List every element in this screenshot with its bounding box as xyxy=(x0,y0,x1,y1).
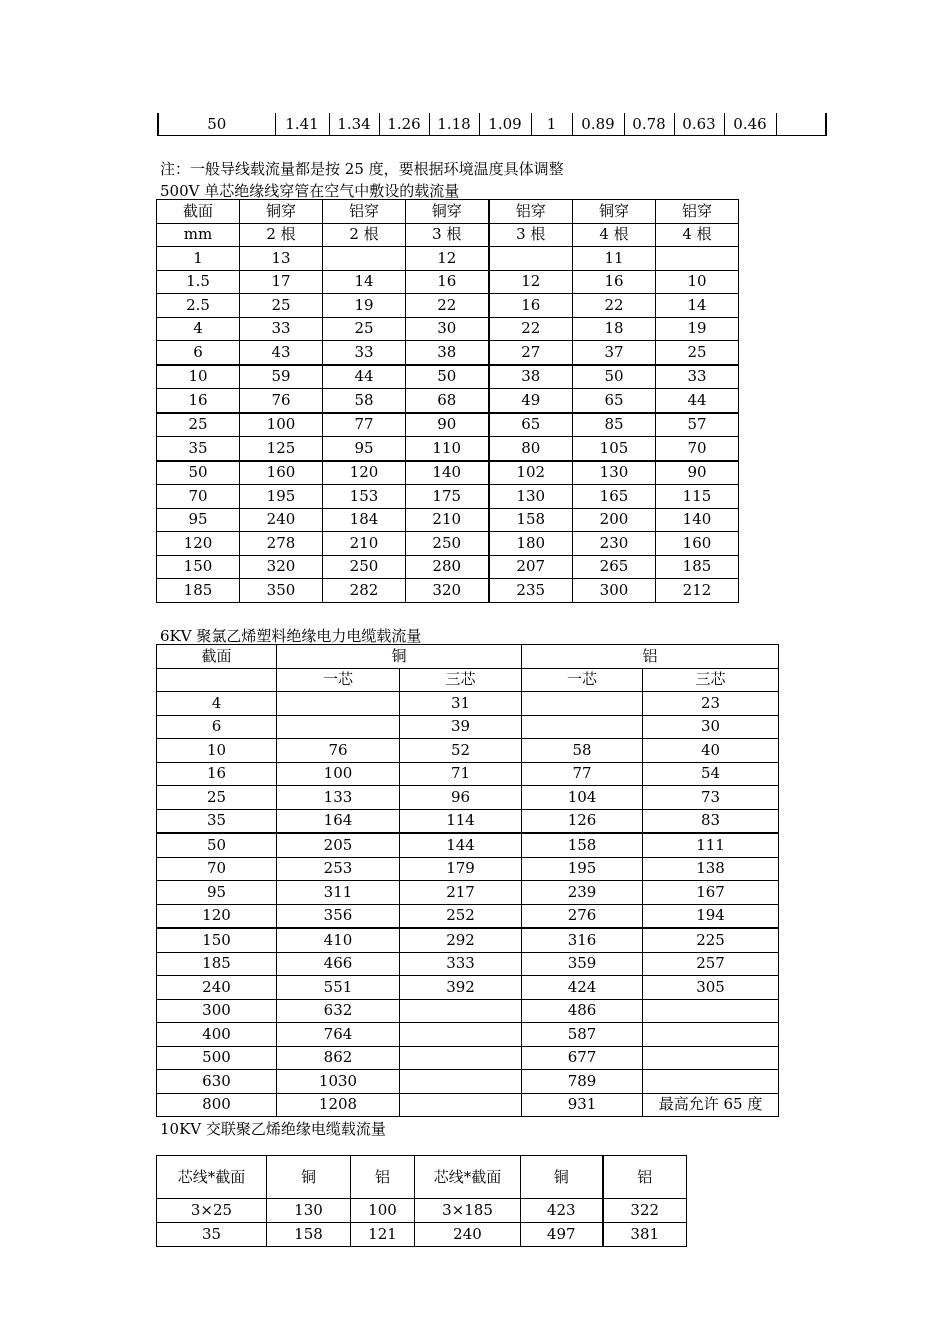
table-cell: 486 xyxy=(522,999,643,1023)
table-cell: 76 xyxy=(240,389,323,413)
table-cell: 252 xyxy=(400,904,522,928)
table-cell: 356 xyxy=(277,904,400,928)
table-cell: 1.18 xyxy=(429,113,479,136)
table-cell: 292 xyxy=(400,928,522,952)
table-cell: 105 xyxy=(573,437,656,461)
table-cell: 38 xyxy=(489,365,573,389)
table-cell: 最高允许 65 度 xyxy=(643,1093,779,1117)
table-row xyxy=(157,223,739,247)
table-cell: 195 xyxy=(240,485,323,509)
table-cell: 381 xyxy=(603,1223,687,1247)
table-cell: 253 xyxy=(277,857,400,881)
table-cell: 100 xyxy=(240,413,323,437)
table-row xyxy=(157,508,739,532)
table2-title: 6KV 聚氯乙烯塑料绝缘电力电缆载流量 xyxy=(160,627,422,645)
table-cell: 65 xyxy=(573,389,656,413)
table-cell: 芯线*截面 xyxy=(157,1156,267,1199)
table-row xyxy=(157,461,739,485)
table-cell xyxy=(400,1023,522,1047)
table-cell: 39 xyxy=(400,715,522,739)
table-row xyxy=(157,413,739,437)
table-cell: 212 xyxy=(656,579,739,603)
table-cell: 30 xyxy=(643,715,779,739)
table-cell: 144 xyxy=(400,833,522,857)
table-cell: 铝穿 xyxy=(656,200,739,224)
table-cell: 58 xyxy=(323,389,406,413)
table-cell: 铜 xyxy=(277,645,522,669)
table-cell: 1.09 xyxy=(479,113,531,136)
table-cell: 12 xyxy=(406,247,489,271)
table-cell: 1.5 xyxy=(157,270,240,294)
table-cell: 13 xyxy=(240,247,323,271)
table-cell: 100 xyxy=(351,1199,415,1223)
table-cell: 铝穿 xyxy=(323,200,406,224)
table-row xyxy=(157,1156,687,1199)
table-cell: 27 xyxy=(489,341,573,365)
table-cell: 68 xyxy=(406,389,489,413)
table-cell: 40 xyxy=(643,739,779,763)
table-cell: 120 xyxy=(323,461,406,485)
table-6kv xyxy=(156,644,779,1117)
table-cell: 44 xyxy=(323,365,406,389)
table-cell: 207 xyxy=(489,555,573,579)
table-cell: 22 xyxy=(573,294,656,318)
table-cell xyxy=(277,715,400,739)
table-cell: 2 根 xyxy=(323,223,406,247)
table-cell: 194 xyxy=(643,904,779,928)
table-row xyxy=(157,739,779,763)
table-cell: 789 xyxy=(522,1070,643,1094)
table-cell xyxy=(489,247,573,271)
table-cell: 85 xyxy=(573,413,656,437)
table-cell: 截面 xyxy=(157,200,240,224)
table-cell: 180 xyxy=(489,532,573,556)
table-cell: 500 xyxy=(157,1046,277,1070)
table-cell: 铜穿 xyxy=(240,200,323,224)
table-cell: 153 xyxy=(323,485,406,509)
table-cell: 4 xyxy=(157,317,240,341)
table-cell: 257 xyxy=(643,952,779,976)
table-row xyxy=(157,1046,779,1070)
table-cell: 16 xyxy=(573,270,656,294)
table-cell: 22 xyxy=(406,294,489,318)
table-cell: 250 xyxy=(406,532,489,556)
table-row xyxy=(157,715,779,739)
table-cell: 43 xyxy=(240,341,323,365)
table-cell: 31 xyxy=(400,692,522,716)
table-cell: 800 xyxy=(157,1093,277,1117)
table-cell: 165 xyxy=(573,485,656,509)
table-cell: 25 xyxy=(157,413,240,437)
table-cell: 6 xyxy=(157,341,240,365)
table-cell: 16 xyxy=(157,389,240,413)
table-cell: 0.63 xyxy=(674,113,724,136)
table-cell: 96 xyxy=(400,786,522,810)
table-cell: 3×185 xyxy=(415,1199,521,1223)
table-cell: 16 xyxy=(489,294,573,318)
table-cell: 一芯 xyxy=(277,668,400,692)
table3-title: 10KV 交联聚乙烯绝缘电缆载流量 xyxy=(160,1120,386,1138)
top-partial-table xyxy=(157,113,827,136)
table-cell: 70 xyxy=(656,437,739,461)
table-cell: 3 根 xyxy=(489,223,573,247)
table-cell: 50 xyxy=(573,365,656,389)
table-row xyxy=(157,881,779,905)
table-cell: 83 xyxy=(643,809,779,833)
table-cell xyxy=(522,715,643,739)
table-cell: 95 xyxy=(157,508,240,532)
table-cell: 150 xyxy=(157,555,240,579)
table-cell: 160 xyxy=(240,461,323,485)
table-cell: 1 xyxy=(531,113,572,136)
table-cell: 19 xyxy=(656,317,739,341)
table-cell: 38 xyxy=(406,341,489,365)
table-cell: 104 xyxy=(522,786,643,810)
table-row xyxy=(157,200,739,224)
table-row xyxy=(157,365,739,389)
table-cell: 115 xyxy=(656,485,739,509)
table-cell: 37 xyxy=(573,341,656,365)
table-cell: 110 xyxy=(406,437,489,461)
table-cell: 1 xyxy=(157,247,240,271)
table-cell xyxy=(643,1070,779,1094)
table-cell: 16 xyxy=(157,762,277,786)
table-cell: 120 xyxy=(157,904,277,928)
table-cell: 126 xyxy=(522,809,643,833)
table-cell: 23 xyxy=(643,692,779,716)
table-cell: 44 xyxy=(656,389,739,413)
table-cell: 35 xyxy=(157,437,240,461)
table-cell: 240 xyxy=(157,976,277,1000)
table-cell: 278 xyxy=(240,532,323,556)
table-cell: 164 xyxy=(277,809,400,833)
table-cell: 316 xyxy=(522,928,643,952)
table-cell: 50 xyxy=(158,113,275,136)
table-cell: 80 xyxy=(489,437,573,461)
table-row xyxy=(157,999,779,1023)
table-cell: 320 xyxy=(406,579,489,603)
table-cell xyxy=(643,1023,779,1047)
table-cell: 282 xyxy=(323,579,406,603)
table-row xyxy=(157,270,739,294)
table-cell: 150 xyxy=(157,928,277,952)
table-cell: 4 根 xyxy=(656,223,739,247)
table-row xyxy=(157,294,739,318)
table-cell xyxy=(400,1093,522,1117)
table-cell: 三芯 xyxy=(400,668,522,692)
table-cell xyxy=(157,668,277,692)
table-cell: 185 xyxy=(656,555,739,579)
table1-title: 500V 单芯绝缘线穿管在空气中敷设的载流量 xyxy=(160,182,460,200)
table-cell: 10 xyxy=(656,270,739,294)
table-cell: 76 xyxy=(277,739,400,763)
table-cell: 200 xyxy=(573,508,656,532)
table-cell: 160 xyxy=(656,532,739,556)
table-cell: 350 xyxy=(240,579,323,603)
table-cell: 73 xyxy=(643,786,779,810)
table-cell: 240 xyxy=(415,1223,521,1247)
table-cell: 311 xyxy=(277,881,400,905)
table-row xyxy=(157,809,779,833)
table-cell: 22 xyxy=(489,317,573,341)
table-cell: 0.89 xyxy=(572,113,624,136)
table-cell: 49 xyxy=(489,389,573,413)
table-cell: 423 xyxy=(521,1199,603,1223)
table-cell: 2 根 xyxy=(240,223,323,247)
table-row xyxy=(157,437,739,461)
table-cell: 71 xyxy=(400,762,522,786)
table-cell xyxy=(776,113,826,136)
table-row xyxy=(157,1199,687,1223)
table-cell: 52 xyxy=(400,739,522,763)
table-cell xyxy=(656,247,739,271)
table-cell: 1.34 xyxy=(329,113,379,136)
table-cell: 931 xyxy=(522,1093,643,1117)
table-cell: 120 xyxy=(157,532,240,556)
table-cell: 3×25 xyxy=(157,1199,267,1223)
table-cell: 400 xyxy=(157,1023,277,1047)
table-cell: 33 xyxy=(656,365,739,389)
table-cell: 芯线*截面 xyxy=(415,1156,521,1199)
table-cell: 587 xyxy=(522,1023,643,1047)
table-cell xyxy=(323,247,406,271)
table-cell: 240 xyxy=(240,508,323,532)
table-cell: 25 xyxy=(157,786,277,810)
table-row xyxy=(157,928,779,952)
table-cell: 466 xyxy=(277,952,400,976)
table-cell xyxy=(400,999,522,1023)
table-cell: 121 xyxy=(351,1223,415,1247)
table-cell: 333 xyxy=(400,952,522,976)
table-cell: 铝 xyxy=(603,1156,687,1199)
table-cell: 50 xyxy=(406,365,489,389)
table-cell: 19 xyxy=(323,294,406,318)
table-row xyxy=(157,532,739,556)
table-cell: 95 xyxy=(323,437,406,461)
table-row xyxy=(157,1093,779,1117)
table-cell: 0.46 xyxy=(724,113,776,136)
table-cell: 90 xyxy=(656,461,739,485)
table-cell xyxy=(277,692,400,716)
table-cell: 77 xyxy=(522,762,643,786)
table-cell xyxy=(522,692,643,716)
table-cell: 175 xyxy=(406,485,489,509)
table-cell: 1208 xyxy=(277,1093,400,1117)
table-cell: 铝穿 xyxy=(489,200,573,224)
table-cell xyxy=(400,1070,522,1094)
table-cell: 6 xyxy=(157,715,277,739)
table-cell: 392 xyxy=(400,976,522,1000)
table-cell: 3 根 xyxy=(406,223,489,247)
table-row xyxy=(157,762,779,786)
table-cell: 0.78 xyxy=(624,113,674,136)
table-cell: 158 xyxy=(522,833,643,857)
table-cell: 359 xyxy=(522,952,643,976)
table-cell: 铝 xyxy=(351,1156,415,1199)
table-cell: 铜 xyxy=(267,1156,351,1199)
table-cell: 185 xyxy=(157,579,240,603)
table-cell: 677 xyxy=(522,1046,643,1070)
table-cell: 140 xyxy=(406,461,489,485)
table-cell: 130 xyxy=(489,485,573,509)
table-cell: 1030 xyxy=(277,1070,400,1094)
table-cell: 551 xyxy=(277,976,400,1000)
note-text: 注：一般导线载流量都是按 25 度，要根据环境温度具体调整 xyxy=(160,160,564,178)
table-500v xyxy=(156,199,739,603)
table-row xyxy=(157,668,779,692)
table-cell: 90 xyxy=(406,413,489,437)
table-cell: 65 xyxy=(489,413,573,437)
table-cell: 239 xyxy=(522,881,643,905)
table-row xyxy=(158,113,826,136)
table-cell: 54 xyxy=(643,762,779,786)
table-cell: 100 xyxy=(277,762,400,786)
table-cell: 33 xyxy=(240,317,323,341)
table-cell xyxy=(643,999,779,1023)
table-cell: 276 xyxy=(522,904,643,928)
table-cell: 630 xyxy=(157,1070,277,1094)
table-cell: 167 xyxy=(643,881,779,905)
table-cell: 三芯 xyxy=(643,668,779,692)
table-cell: 179 xyxy=(400,857,522,881)
table-cell: 4 根 xyxy=(573,223,656,247)
table-cell: 250 xyxy=(323,555,406,579)
table-cell: 12 xyxy=(489,270,573,294)
table-cell: 77 xyxy=(323,413,406,437)
table-cell: 140 xyxy=(656,508,739,532)
table-cell: 280 xyxy=(406,555,489,579)
table-cell: 130 xyxy=(573,461,656,485)
table-cell: 185 xyxy=(157,952,277,976)
table-cell: 111 xyxy=(643,833,779,857)
table-row xyxy=(157,341,739,365)
table-cell: 10 xyxy=(157,739,277,763)
table-cell: 14 xyxy=(323,270,406,294)
table-cell: 10 xyxy=(157,365,240,389)
table-cell: 300 xyxy=(157,999,277,1023)
table-row xyxy=(157,857,779,881)
table-cell: mm xyxy=(157,223,240,247)
table-cell: 57 xyxy=(656,413,739,437)
table-10kv xyxy=(156,1155,687,1247)
table-cell: 320 xyxy=(240,555,323,579)
table-row xyxy=(157,645,779,669)
table-cell: 497 xyxy=(521,1223,603,1247)
table-cell: 158 xyxy=(489,508,573,532)
table-cell: 195 xyxy=(522,857,643,881)
table-cell: 205 xyxy=(277,833,400,857)
table-cell: 2.5 xyxy=(157,294,240,318)
table-cell: 410 xyxy=(277,928,400,952)
table-cell: 30 xyxy=(406,317,489,341)
table-cell: 158 xyxy=(267,1223,351,1247)
table-cell: 1.26 xyxy=(379,113,429,136)
table-cell: 铜穿 xyxy=(406,200,489,224)
table-row xyxy=(157,833,779,857)
table-cell: 58 xyxy=(522,739,643,763)
table-cell: 50 xyxy=(157,461,240,485)
table-row xyxy=(157,692,779,716)
table-row xyxy=(157,1070,779,1094)
table-cell xyxy=(400,1046,522,1070)
table-cell: 138 xyxy=(643,857,779,881)
table-cell: 300 xyxy=(573,579,656,603)
table-cell: 4 xyxy=(157,692,277,716)
table-cell: 25 xyxy=(656,341,739,365)
table-row xyxy=(157,976,779,1000)
table-cell: 632 xyxy=(277,999,400,1023)
table-cell: 230 xyxy=(573,532,656,556)
table-row xyxy=(157,1023,779,1047)
table-cell: 11 xyxy=(573,247,656,271)
table-cell: 16 xyxy=(406,270,489,294)
table-cell: 862 xyxy=(277,1046,400,1070)
table-row xyxy=(157,952,779,976)
table-row xyxy=(157,555,739,579)
table-row xyxy=(157,317,739,341)
table-cell: 102 xyxy=(489,461,573,485)
table-cell: 14 xyxy=(656,294,739,318)
table-cell: 305 xyxy=(643,976,779,1000)
table-cell: 铝 xyxy=(522,645,779,669)
table-cell: 235 xyxy=(489,579,573,603)
table-cell: 35 xyxy=(157,1223,267,1247)
table-cell: 截面 xyxy=(157,645,277,669)
table-cell: 50 xyxy=(157,833,277,857)
table-cell: 一芯 xyxy=(522,668,643,692)
table-cell: 18 xyxy=(573,317,656,341)
table-cell: 225 xyxy=(643,928,779,952)
table-cell: 59 xyxy=(240,365,323,389)
table-cell: 17 xyxy=(240,270,323,294)
table-cell: 铜穿 xyxy=(573,200,656,224)
table-row xyxy=(157,904,779,928)
table-row xyxy=(157,247,739,271)
table-cell: 1.41 xyxy=(275,113,329,136)
table-cell: 114 xyxy=(400,809,522,833)
table-cell xyxy=(643,1046,779,1070)
table-cell: 130 xyxy=(267,1199,351,1223)
table-cell: 25 xyxy=(323,317,406,341)
table-cell: 33 xyxy=(323,341,406,365)
table-cell: 184 xyxy=(323,508,406,532)
table-cell: 210 xyxy=(323,532,406,556)
table-cell: 424 xyxy=(522,976,643,1000)
table-cell: 25 xyxy=(240,294,323,318)
table-cell: 70 xyxy=(157,857,277,881)
table-cell: 133 xyxy=(277,786,400,810)
table-row xyxy=(157,1223,687,1247)
table-cell: 210 xyxy=(406,508,489,532)
table-cell: 764 xyxy=(277,1023,400,1047)
table-cell: 35 xyxy=(157,809,277,833)
table-cell: 铜 xyxy=(521,1156,603,1199)
table-cell: 95 xyxy=(157,881,277,905)
table-cell: 265 xyxy=(573,555,656,579)
table-row xyxy=(157,485,739,509)
table-cell: 217 xyxy=(400,881,522,905)
table-cell: 125 xyxy=(240,437,323,461)
table-cell: 322 xyxy=(603,1199,687,1223)
table-cell: 70 xyxy=(157,485,240,509)
table-row xyxy=(157,579,739,603)
table-row xyxy=(157,786,779,810)
table-row xyxy=(157,389,739,413)
